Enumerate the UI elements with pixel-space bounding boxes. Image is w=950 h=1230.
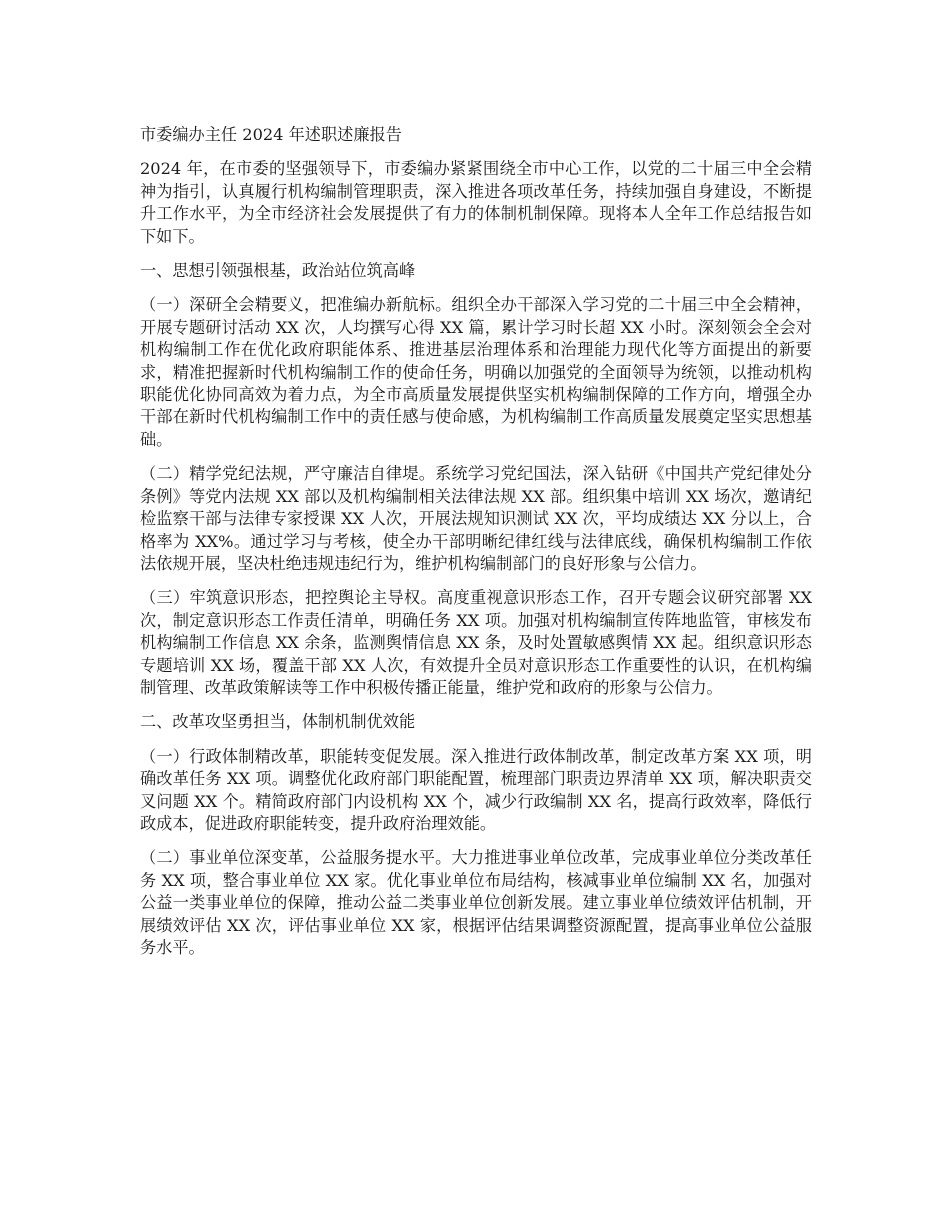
document-title: 市委编办主任 2024 年述职述廉报告	[140, 125, 402, 144]
body-paragraph: （一）行政体制精改革，职能转变促发展。深入推进行政体制改革，制定改革方案 XX 项，明确改革任务 XX 项。调整优化政府部门职能配置，梳理部门职责边界清单 XX 项，解决职责交叉问题 XX 个。精简政府部门内设机构 XX 个，减少行政编制 XX 名，提高行政效率，降低行政成本，促进政府职能转变，提升政府治理效能。	[140, 746, 812, 833]
section-heading: 一、思想引领强根基，政治站位筑高峰	[140, 261, 416, 281]
body-paragraph: （二）精学党纪法规，严守廉洁自律堤。系统学习党纪国法，深入钻研《中国共产党纪律处分条例》等党内法规 XX 部以及机构编制相关法律法规 XX 部。组织集中培训 XX 场次，邀请纪检监察干部与法律专家授课 XX 人次，开展法规知识测试 XX 次，平均成绩达 XX 分以上，合格率为 XX%。通过学习与考核，使全办干部明晰纪律红线与法律底线，确保机构编制工作依法依规开展，坚决杜绝违规违纪行为，维护机构编制部门的良好形象与公信力。	[140, 464, 812, 573]
body-paragraph: （一）深研全会精要义，把准编办新航标。组织全办干部深入学习党的二十届三中全会精神，开展专题研讨活动 XX 次，人均撰写心得 XX 篇，累计学习时长超 XX 小时。深刻领会全会对机构编制工作在优化政府职能体系、推进基层治理体系和治理能力现代化等方面提出的新要求，精准把握新时代机构编制工作的使命任务，明确以加强党的全面领导为统领，以推动机构职能优化协同高效为着力点，为全市高质量发展提供坚实机构编制保障的工作方向，增强全办干部在新时代机构编制工作中的责任感与使命感，为机构编制工作高质量发展奠定坚实思想基础。	[140, 295, 812, 449]
intro-paragraph: 2024 年，在市委的坚强领导下，市委编办紧紧围绕全市中心工作，以党的二十届三中全会精神为指引，认真履行机构编制管理职责，深入推进各项改革任务，持续加强自身建设，不断提升工作水平，为全市经济社会发展提供了有力的体制机制保障。现将本人全年工作总结报告如下如下。	[140, 159, 812, 246]
section-heading: 二、改革攻坚勇担当，体制机制优效能	[140, 712, 416, 732]
body-paragraph: （三）牢筑意识形态，把控舆论主导权。高度重视意识形态工作，召开专题会议研究部署 XX 次，制定意识形态工作责任清单，明确任务 XX 项。加强对机构编制宣传阵地监管，审核发布机构编制工作信息 XX 余条，监测舆情信息 XX 条，及时处置敏感舆情 XX 起。组织意识形态专题培训 XX 场，覆盖干部 XX 人次，有效提升全员对意识形态工作重要性的认识，在机构编制管理、改革政策解读等工作中积极传播正能量，维护党和政府的形象与公信力。	[140, 588, 812, 697]
document-page	[140, 124, 812, 971]
body-paragraph: （二）事业单位深变革，公益服务提水平。大力推进事业单位改革，完成事业单位分类改革任务 XX 项，整合事业单位 XX 家。优化事业单位布局结构，核减事业单位编制 XX 名，加强对公益一类事业单位的保障，推动公益二类事业单位创新发展。建立事业单位绩效评估机制，开展绩效评估 XX 次，评估事业单位 XX 家，根据评估结果调整资源配置，提高事业单位公益服务水平。	[140, 848, 812, 957]
